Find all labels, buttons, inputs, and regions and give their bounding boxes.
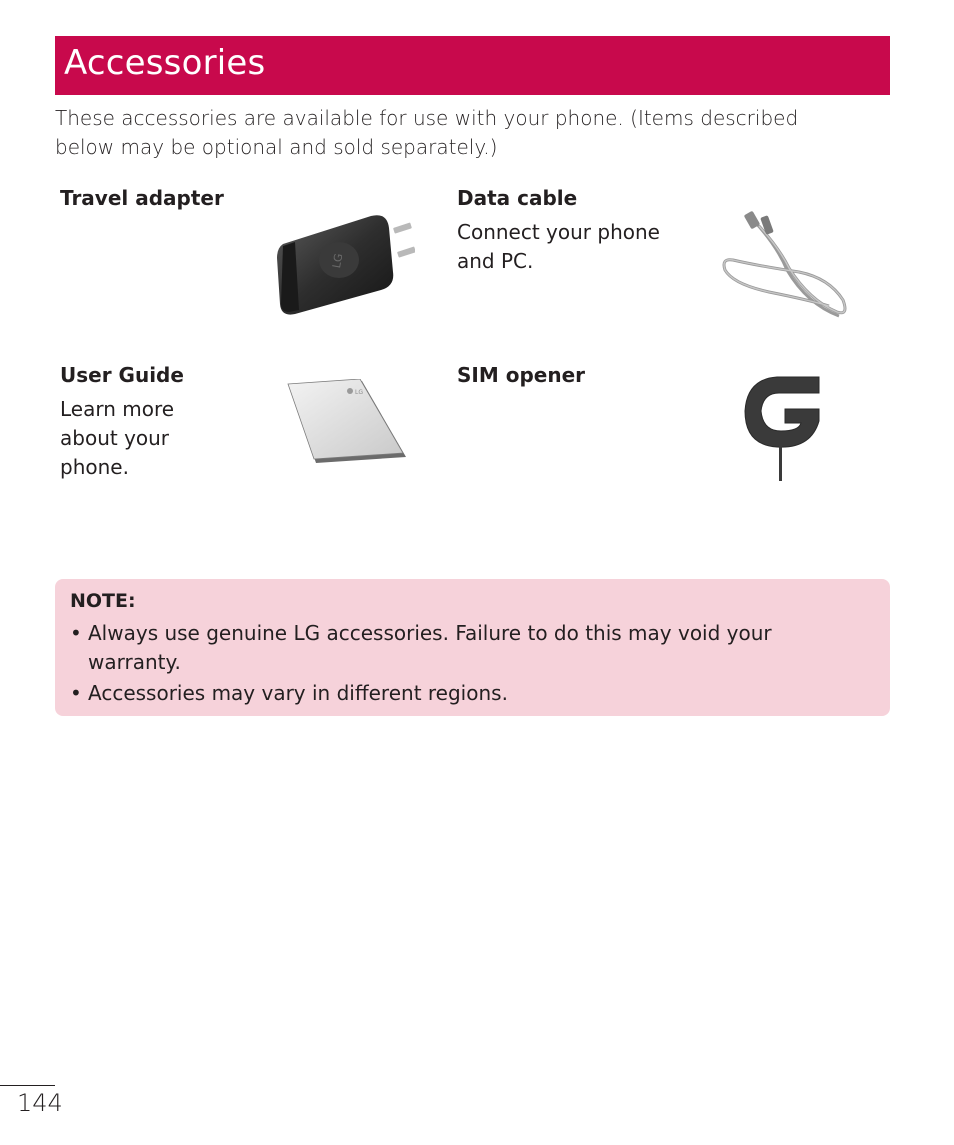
accessory-sim-opener	[457, 363, 857, 493]
note-text: Always use genuine LG accessories. Failure to do this may void your warranty.	[88, 621, 772, 674]
accessory-description: Learn more about your phone.	[60, 397, 175, 479]
svg-text:LG: LG	[330, 252, 346, 270]
sim-opener-icon	[741, 369, 823, 487]
note-text: Accessories may vary in different regions.	[88, 681, 508, 705]
bullet-icon: •	[70, 621, 82, 645]
accessory-title: Travel adapter	[60, 186, 224, 210]
footer-divider	[0, 1085, 55, 1086]
data-cable-icon	[719, 208, 849, 320]
svg-text:LG: LG	[355, 389, 363, 396]
accessory-title: SIM opener	[457, 363, 585, 387]
note-box	[55, 579, 890, 716]
bullet-icon: •	[70, 681, 82, 705]
note-title: NOTE:	[70, 590, 136, 612]
list-item	[70, 679, 860, 708]
accessory-travel-adapter	[60, 186, 440, 326]
intro-paragraph: These accessories are available for use with your phone. (Items described below may be optional and sold separately.)	[55, 106, 799, 159]
page-title: Accessories	[64, 43, 266, 83]
accessory-title: Data cable	[457, 186, 578, 210]
travel-adapter-icon	[275, 210, 415, 320]
accessory-description: Connect your phone and PC.	[457, 220, 660, 273]
accessory-user-guide	[60, 363, 440, 503]
note-list	[70, 619, 860, 710]
accessory-data-cable	[457, 186, 857, 326]
accessory-title: User Guide	[60, 363, 184, 387]
list-item	[70, 619, 860, 677]
user-guide-icon	[282, 379, 408, 465]
section-header	[55, 36, 890, 95]
page-number: 144	[17, 1089, 63, 1117]
